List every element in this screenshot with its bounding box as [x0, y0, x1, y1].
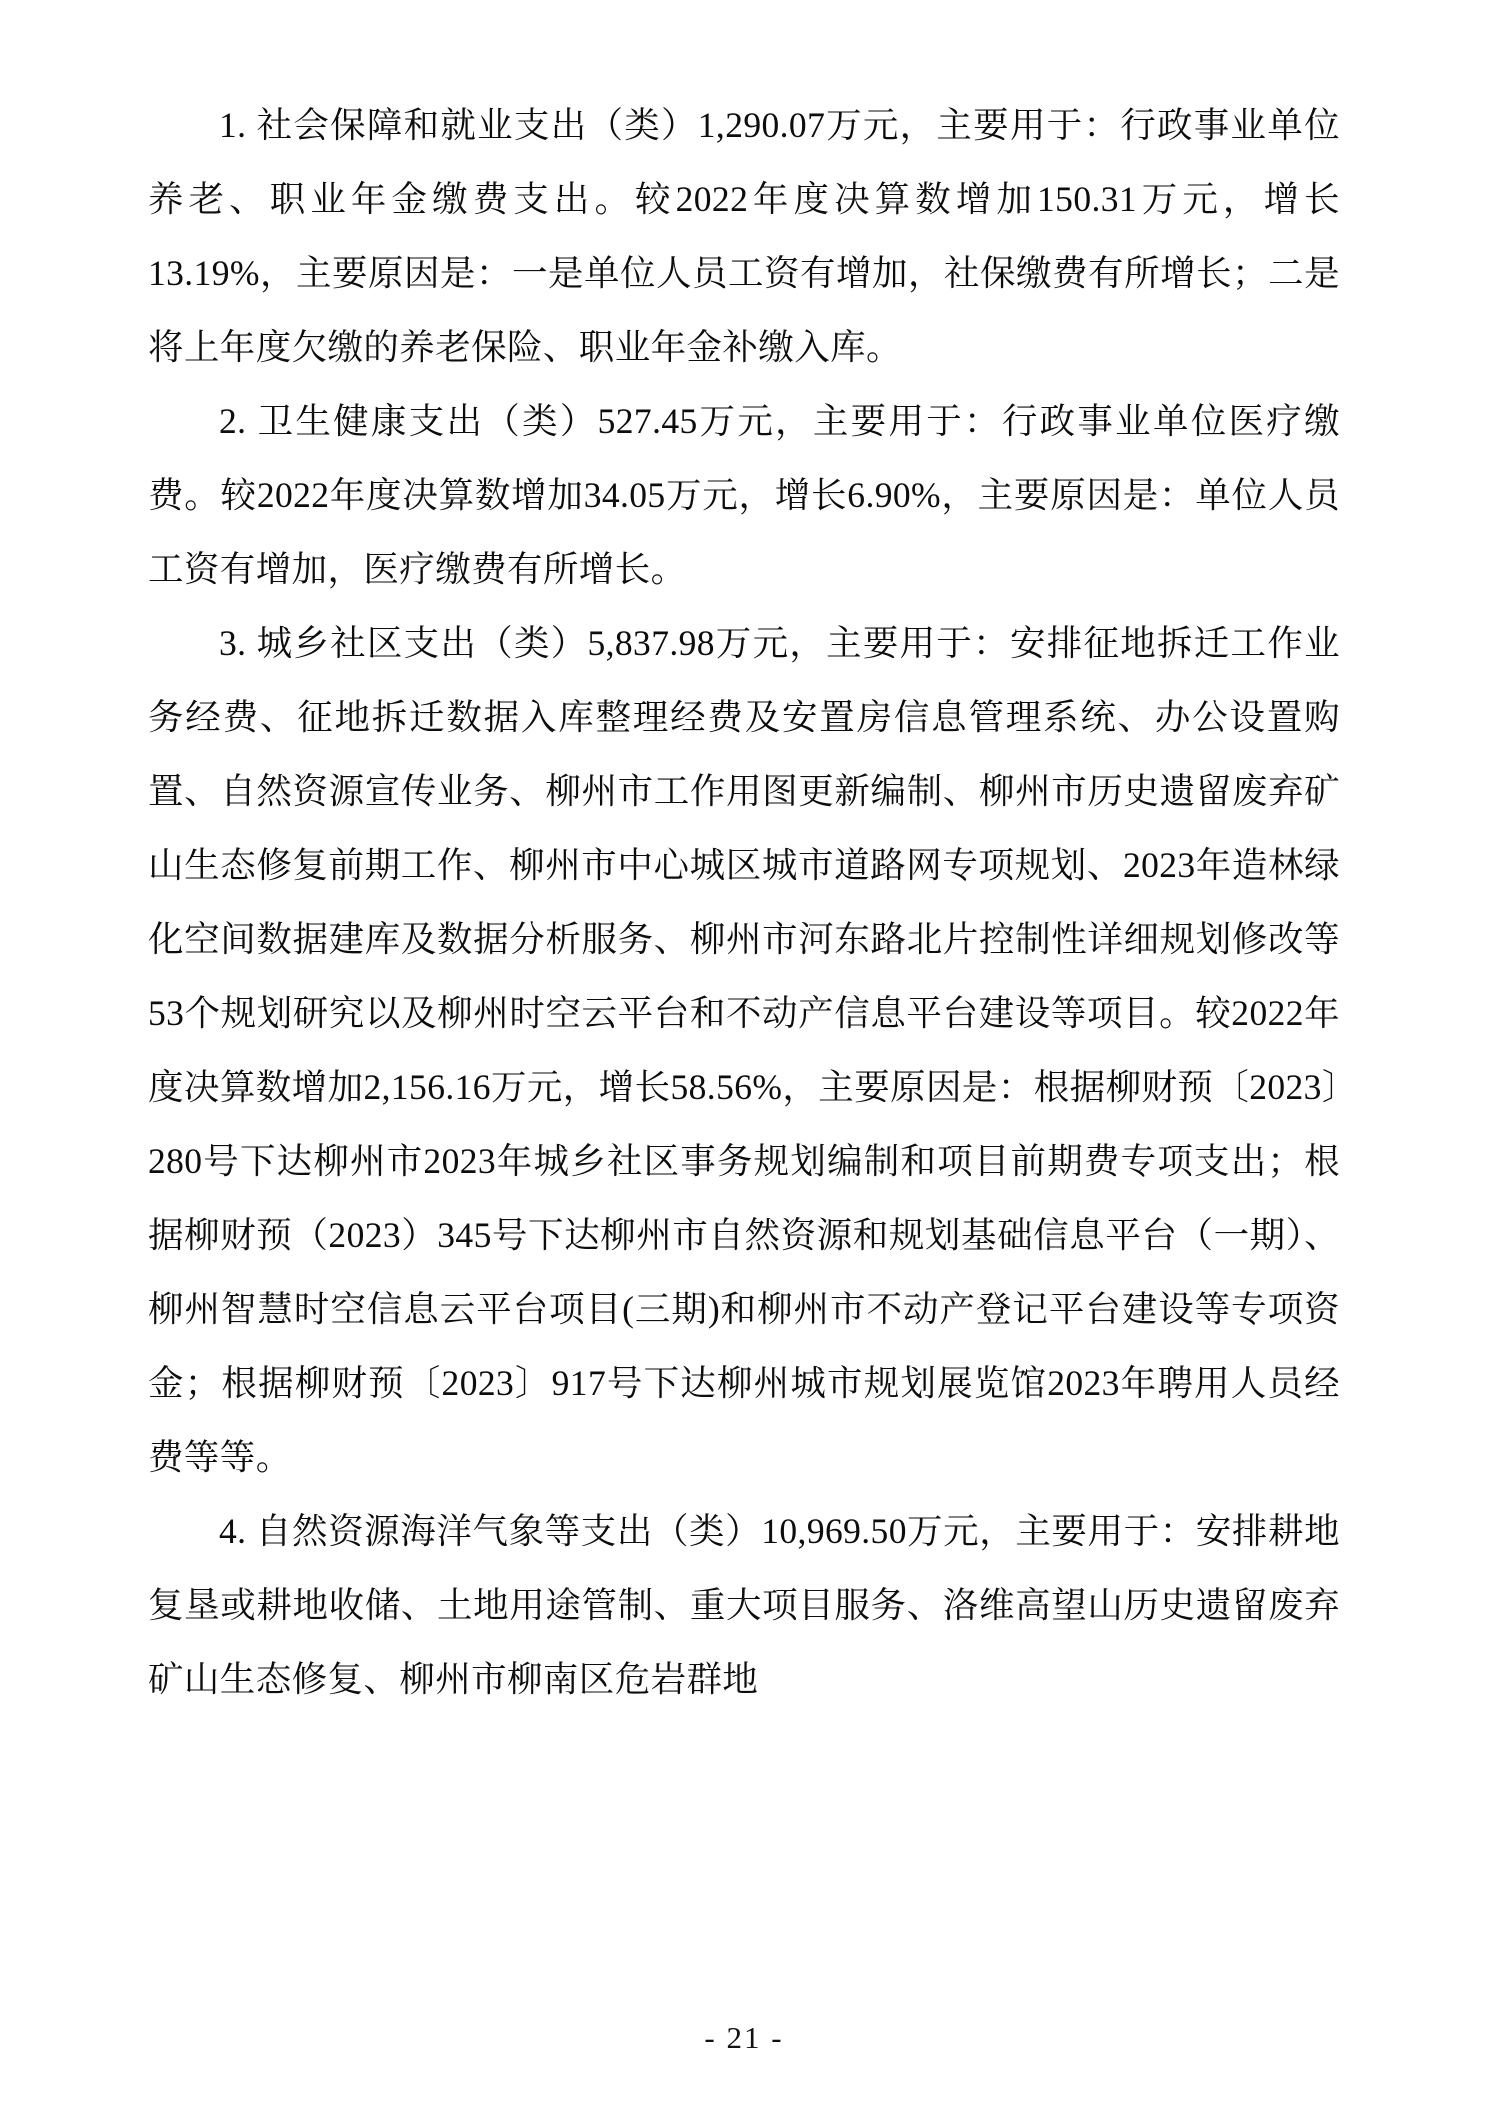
paragraph-health: 2. 卫生健康支出（类）527.45万元，主要用于：行政事业单位医疗缴费。较2022年度决算数增加34.05万元，增长6.90%，主要原因是：单位人员工资有增加，医疗缴费有所增长。 [148, 401, 1340, 589]
paragraph-social-security: 1. 社会保障和就业支出（类）1,290.07万元，主要用于：行政事业单位养老、职业年金缴费支出。较2022年度决算数增加150.31万元，增长13.19%，主要原因是：一是单位人员工资有增加，社保缴费有所增长；二是将上年度欠缴的养老保险、职业年金补缴入库。 [148, 105, 1340, 367]
paragraph-urban-rural-community: 3. 城乡社区支出（类）5,837.98万元，主要用于：安排征地拆迁工作业务经费、征地拆迁数据入库整理经费及安置房信息管理系统、办公设置购置、自然资源宣传业务、柳州市工作用图更新编制、柳州市历史遗留废弃矿山生态修复前期工作、柳州市中心城区城市道路网专项规划、2023年造林绿化空间数据建库及数据分析服务、柳州市河东路北片控制性详细规划修改等53个规划研究以及柳州时空云平台和不动产信息平台建设等项目。较2022年度决算数增加2,156.16万元，增长58.56%，主要原因是：根据柳财预〔2023〕280号下达柳州市2023年城乡社区事务规划编制和项目前期费专项支出；根据柳财预（2023）345号下达柳州市自然资源和规划基础信息平台（一期）、柳州智慧时空信息云平台项目(三期)和柳州市不动产登记平台建设等专项资金；根据柳财预〔2023〕917号下达柳州城市规划展览馆2023年聘用人员经费等等。 [148, 623, 1340, 1477]
page-number: - 21 - [704, 2020, 784, 2055]
paragraph-natural-resources: 4. 自然资源海洋气象等支出（类）10,969.50万元，主要用于：安排耕地复垦或耕地收储、土地用途管制、重大项目服务、洛维高望山历史遗留废弃矿山生态修复、柳州市柳南区危岩群地 [148, 1511, 1340, 1699]
document-body [148, 88, 1340, 1716]
